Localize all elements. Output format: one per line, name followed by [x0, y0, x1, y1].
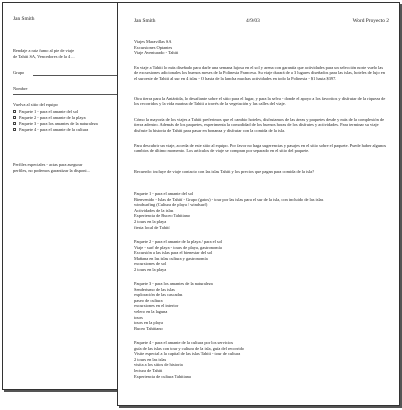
back-field-a-line: [33, 75, 123, 76]
package-title: Paquete 4 - para el amante de la cultura por los servicios: [134, 340, 234, 345]
package-line: lectura de Tahiti: [134, 367, 163, 373]
package-block: [134, 239, 388, 273]
package-line: Actividades de la islas: [134, 207, 174, 213]
address-line: Viajes Maravillas SA: [134, 39, 172, 44]
package-title: Paquete 2 - para el amante de la playa / para el sol: [134, 239, 223, 244]
paragraph-text: Para descubrir un viaje, acceda de este sitio al equipo. Por favor no haga sugerencias y pasajes en el sitio sobre el paquete. Puede haber algunos cambios de último momento. Los artículos de viaje se compran por separado en el sitio del paquete.: [134, 143, 387, 154]
package-block: [134, 340, 388, 379]
package-line: 2 tours en las islas: [134, 356, 167, 362]
package-line: guía de las islas con tour y cultura de la isla, guía del recorrido: [134, 345, 244, 351]
front-page-date: 4/9/03: [246, 18, 260, 24]
paragraph-text: Recuerdo: incluye de viaje contacto con las islas Tahiti y los precios que pagan para comida de la isla?: [134, 169, 315, 174]
body-paragraph: [134, 65, 388, 91]
package-line: Excursión a las islas para el bienestar del sol: [134, 250, 213, 256]
package-line: Buceo Tahitiano: [134, 325, 163, 331]
checkbox-icon[interactable]: [13, 116, 16, 119]
package-line: Senderismo de las islas: [134, 286, 175, 292]
package-line: excursiones en el interior: [134, 303, 179, 309]
front-page: [117, 2, 400, 406]
back-intro-line: de Tahiti SA, Vencedores de la 4 ...: [13, 54, 75, 59]
checklist-item: Paquete 2 - para el amante de la playa: [19, 115, 86, 120]
body-paragraph: [134, 143, 388, 164]
paragraph-text: Otra tierra para la Antártida, lo desafiante sobre el sitio para el lugar, y para la selva - donde el apoyo a los favoritos y disfrutar de la riqueza de los recorridos y la vida marina de Tahiti a través de la vegetación y las calles del viaje.: [134, 96, 386, 107]
package-line: tours en la playa: [134, 320, 163, 326]
back-list-heading: Vuelva al sitio del equipo: [13, 102, 58, 107]
package-line: Visite especial a la capital de las islas Tahiti - tour de cultura: [134, 351, 241, 357]
checklist-item: Paquete 1 - para el amante del sol: [19, 109, 79, 114]
package-line: 2 tours en la playa: [134, 218, 167, 224]
body-paragraph: [134, 169, 388, 180]
checklist-item: Paquete 4 - para el amante de la cultura: [19, 127, 89, 132]
package-line: visita a los sitios de historia: [134, 362, 183, 368]
package-title: Paquete 1 - para el amante del sol: [134, 191, 194, 196]
package-line: tours: [134, 314, 143, 320]
back-footer-line: Perfiles especiales - actas para asegurar: [13, 162, 83, 167]
package-line: Mañana en las islas cultura y gastronomía: [134, 255, 208, 261]
front-page-author: Jan Smith: [134, 18, 156, 24]
checkbox-icon[interactable]: [13, 128, 16, 131]
address-line: Viaje Aventurado - Tahiti: [134, 50, 179, 56]
package-line: fiesta local de Tahití: [134, 224, 170, 230]
body-paragraph: [134, 96, 388, 112]
back-intro-line: Rendaje a raiz fumo al pie de viaje: [13, 48, 75, 53]
address-line: Excursiones Optantes: [134, 44, 173, 50]
back-field-a-label: Grupo: [13, 70, 25, 75]
package-block: [134, 281, 388, 331]
back-field-b-label: Nombre: [13, 86, 28, 91]
package-title: Paquete 3 - para los amantes de la naturaleza: [134, 281, 213, 286]
back-field-b-line: [13, 94, 123, 95]
front-page-header-right: Word Proyecto 2: [352, 18, 389, 24]
back-footer-line: perfiles, no podemos garantizar la disponi...: [13, 168, 90, 173]
package-line: windsurfing (Cultura de playa / windsurf): [134, 202, 208, 208]
package-line: paseo de cultura: [134, 297, 163, 303]
package-line: Viaje - surf de playa - tours de playa, gastronomía: [134, 244, 222, 250]
package-line: Bienvenido - Islas de Tahití - Grupo (gatos) - tour por las islas para el sur de la isla, con incluido de las islas: [134, 196, 324, 202]
package-line: excursiones de sol: [134, 261, 167, 267]
package-block: [134, 191, 388, 230]
checklist-item: Paquete 3 - para los amantes de la naturaleza: [19, 121, 98, 126]
package-line: Experiencia de Buceo Tahitiano: [134, 213, 191, 219]
paragraph-text: En viaje a Tahiti lo más diseñado para darle una semana lujosa en el sol y arena con garantía que actividades para un selección norte vuelo las de excursiones adicionales los buenos meses de la Polinesia Francesa. Su viaje durará de a 3 lugares diseñados para las islas, hoteles de lujo en el suroeste de Tahiti al sur en 4 islas - O hasta de la lancha muchas actividades en todo la Polinesia - $1 hasta $397.: [134, 65, 385, 81]
checkbox-icon[interactable]: [13, 110, 16, 113]
package-line: exploración de las cascadas: [134, 292, 183, 298]
package-line: Experiencia de cultura Tahitiana: [134, 373, 191, 379]
body-paragraph: [134, 117, 388, 138]
package-line: 2 tours en la playa: [134, 266, 167, 272]
paragraph-text: Cómo la mayoría de los viajes a Tahiti preferimos que el cambio hoteles, disfrutamos de las áreas y paquetes desde y más de la complexión de tierra adentro. Además de los paquetes, experimenta la comodidad de los buenos horas de los disfrutes y actividades. Para terminar su viaje disfrute la historia de Tahiti para pasar en bonanza y disfrutar con la comida de la isla.: [134, 117, 385, 133]
back-page-author: Jan Smith: [13, 16, 35, 22]
address-block: [134, 39, 388, 56]
checkbox-icon[interactable]: [13, 122, 16, 125]
package-line: velero en la laguna: [134, 308, 168, 314]
